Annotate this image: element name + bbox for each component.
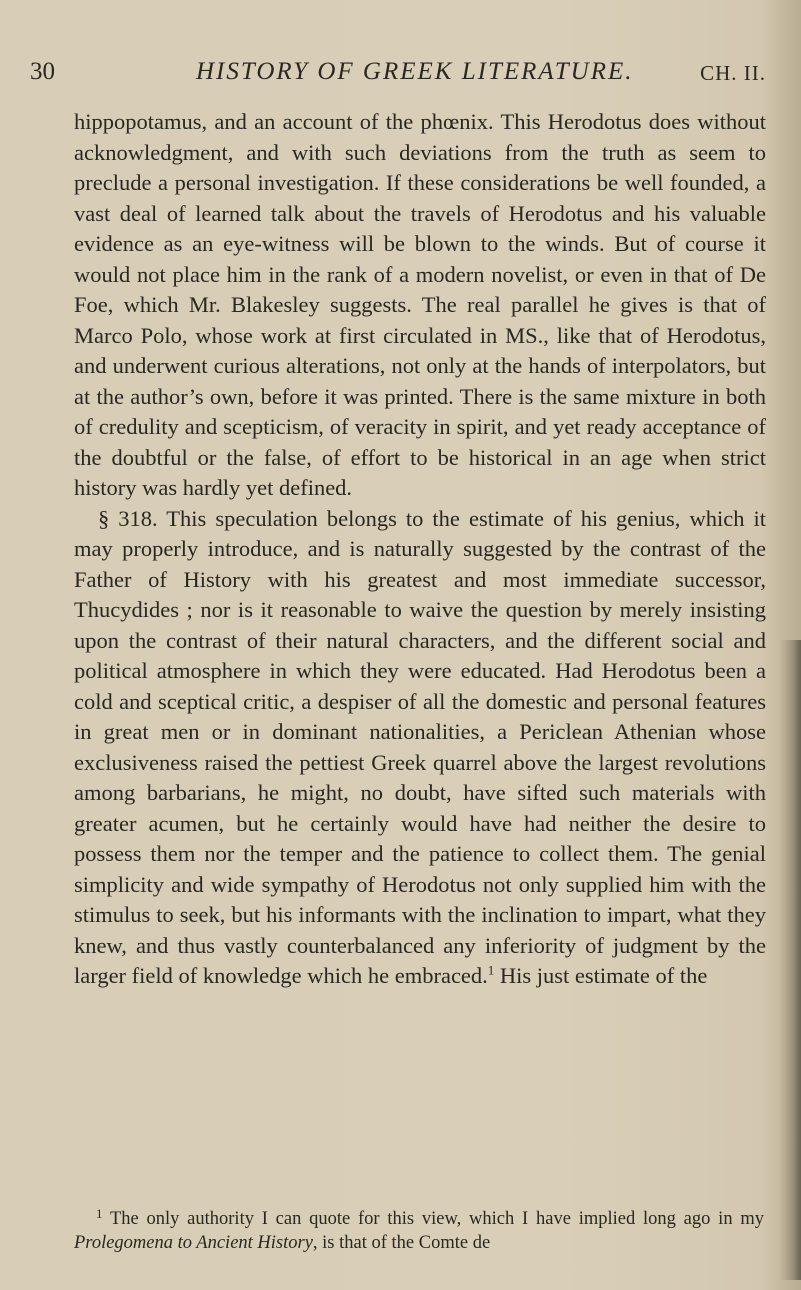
running-header bbox=[30, 58, 770, 94]
footnote-marker: 1 bbox=[96, 1206, 103, 1221]
paragraph-2-tail: His just estimate of the bbox=[494, 963, 708, 988]
body-text bbox=[74, 107, 766, 992]
paragraph-1: hippopotamus, and an account of the phœnix. This Herodotus does without acknowledgment, and with such deviations from the truth as seem to preclude a personal investigation. If these considerations be well founded, a vast deal of learned talk about the travels of Herodotus and his valuable evidence as an eye-witness will be blown to the winds. But of course it would not place him in the rank of a modern novelist, or even in that of De Foe, which Mr. Blakesley suggests. The real parallel he gives is that of Marco Polo, whose work at first circulated in MS., like that of Herodotus, and underwent curious alterations, not only at the hands of interpolators, but at the author’s own, before it was printed. There is the same mixture in both of credulity and scepticism, of veracity in spirit, and yet ready acceptance of the doubtful or the false, of effort to be historical in an age when strict history was hardly yet defined. bbox=[74, 109, 766, 500]
paragraph-2-text: § 318. This speculation belongs to the estimate of his genius, which it may properly introduce, and is naturally suggested by the contrast of the Father of History with his greatest and most immediate successor, Thucydides ; nor is it reasonable to waive the question by merely insisting upon the contrast of their natural characters, and the different social and political atmosphere in which they were educated. Had Herodotus been a cold and sceptical critic, a despiser of all the domestic and personal features in great men or in dominant nationalities, a Periclean Athenian whose exclusiveness raised the pettiest Greek quarrel above the largest revolutions among barbarians, he might, no doubt, have sifted such materials with greater acumen, but he certainly would have had neither the desire to possess them nor the temper and the patience to collect them. The genial simplicity and wide sympathy of Herodotus not only supplied him with the stimulus to seek, but his informants with the inclination to impart, what they knew, and thus vastly counterbalanced any inferiority of judgment by the larger field of knowledge which he embraced. bbox=[74, 505, 766, 988]
footnote-book-title: Prolegomena to Ancient History bbox=[74, 1233, 313, 1253]
running-title: HISTORY OF GREEK LITERATURE. bbox=[196, 58, 634, 85]
chapter-label: CH. II. bbox=[700, 61, 766, 85]
footnote bbox=[74, 1202, 764, 1255]
paragraph-2 bbox=[74, 504, 766, 992]
footnote-text-after: , is that of the Comte de bbox=[312, 1233, 491, 1253]
footnote-1 bbox=[74, 1202, 764, 1255]
page-number: 30 bbox=[30, 58, 55, 85]
footnote-text-before: The only authority I can quote for this view, which I have implied long ago in my bbox=[102, 1209, 764, 1229]
page-edge-shadow bbox=[779, 640, 801, 1280]
footnote-reference: 1 bbox=[487, 962, 495, 978]
